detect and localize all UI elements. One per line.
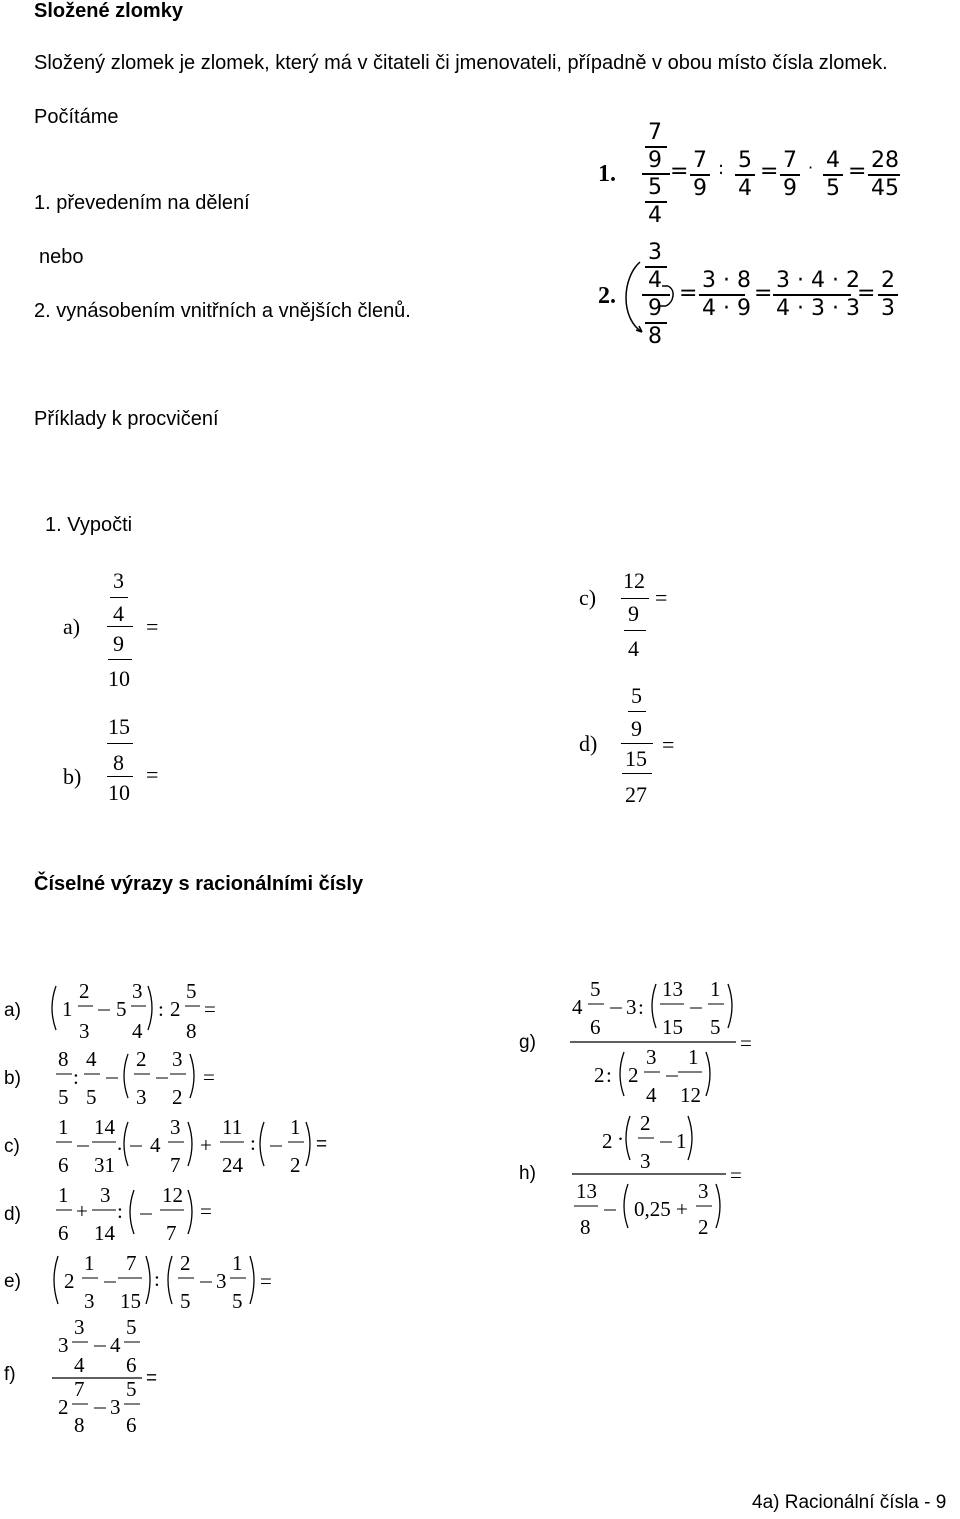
expr-b-label: b) [4,1068,21,1089]
svg-text:24: 24 [222,1153,243,1177]
pocitame-text: Počítáme [34,106,119,128]
svg-text:3: 3 [100,1183,111,1207]
svg-text:2: 2 [58,1395,69,1419]
expr-g-label: g) [519,1032,536,1053]
svg-text:7: 7 [126,1251,137,1275]
svg-text:8: 8 [580,1215,591,1239]
svg-text:1: 1 [688,1045,699,1069]
svg-text:15: 15 [120,1289,141,1313]
svg-text:2: 2 [136,1047,147,1071]
task-1-heading: 1. Vypočti [45,514,133,536]
svg-text:=: = [200,1199,212,1223]
svg-text:3: 3 [79,1019,90,1043]
svg-text::: : [158,997,164,1021]
svg-text:3: 3 [646,1045,657,1069]
svg-text:3: 3 [640,1149,651,1173]
exercise-1b-label: b) [63,764,82,789]
svg-text:5: 5 [710,1015,721,1039]
svg-text:2: 2 [64,1269,75,1293]
svg-text:1: 1 [232,1251,243,1275]
svg-text:3: 3 [172,1047,183,1071]
svg-text:=: = [260,1269,272,1293]
svg-text:8: 8 [74,1413,85,1437]
svg-text:15: 15 [662,1015,683,1039]
svg-text:+: + [76,1199,88,1223]
svg-text:6: 6 [58,1153,69,1177]
expr-f-label: f) [4,1364,16,1385]
svg-text:+: + [676,1197,688,1221]
exercise-1a-label: a) [63,614,81,639]
svg-text:·: · [617,1127,624,1151]
svg-text:=: = [204,997,216,1021]
svg-text:2: 2 [594,1063,605,1087]
svg-text:.: . [117,1131,123,1155]
svg-text:7: 7 [166,1221,177,1245]
svg-text:4: 4 [74,1353,85,1377]
svg-text:5: 5 [116,997,127,1021]
svg-text:3: 3 [84,1289,95,1313]
svg-text:31: 31 [94,1153,115,1177]
method-1-text: 1. převedením na dělení [34,192,250,214]
expr-c-label: c) [4,1136,20,1157]
svg-text:11: 11 [222,1115,243,1139]
svg-text:12: 12 [162,1183,183,1207]
svg-text:5: 5 [58,1085,69,1109]
svg-text:5: 5 [86,1085,97,1109]
section-2-heading: Číselné výrazy s racionálními čísly [34,873,364,895]
svg-text:3: 3 [216,1269,227,1293]
svg-text:3: 3 [110,1395,121,1419]
svg-text:4: 4 [132,1019,143,1043]
svg-text:14: 14 [94,1221,115,1245]
svg-text:2: 2 [180,1251,191,1275]
svg-text:1: 1 [84,1251,95,1275]
svg-text:3: 3 [132,979,143,1003]
svg-text:5: 5 [590,977,601,1001]
svg-text:3: 3 [58,1333,69,1357]
svg-text:5: 5 [126,1315,137,1339]
svg-text:6: 6 [126,1413,137,1437]
svg-text::: : [250,1131,256,1155]
svg-text:6: 6 [58,1221,69,1245]
svg-text:1: 1 [58,1115,69,1139]
svg-text:4: 4 [110,1333,121,1357]
intro-text: Složený zlomek je zlomek, který má v čitateli či jmenovateli, případně v obou místo čísla zlomek. [34,52,888,74]
svg-text::: : [117,1199,123,1223]
svg-text:5: 5 [232,1289,243,1313]
svg-text:3: 3 [698,1179,709,1203]
svg-text:7: 7 [74,1377,85,1401]
svg-text:4: 4 [150,1133,161,1157]
svg-text:5: 5 [180,1289,191,1313]
svg-text:3: 3 [626,995,637,1019]
svg-text:5: 5 [186,979,197,1003]
method-2-text: 2. vynásobením vnitřních a vnějších členů. [34,300,411,322]
svg-text:5: 5 [126,1377,137,1401]
page-footer: 4a) Racionální čísla - 9 [752,1492,947,1513]
svg-text:2: 2 [628,1063,639,1087]
svg-text:=: = [203,1065,215,1089]
svg-text::: : [606,1063,612,1087]
svg-text:1: 1 [62,997,73,1021]
svg-text:1: 1 [676,1129,687,1153]
svg-text:+: + [200,1133,212,1157]
svg-text:2: 2 [640,1111,651,1135]
svg-text:3: 3 [136,1085,147,1109]
svg-text:14: 14 [94,1115,115,1139]
nebo-text: nebo [39,246,84,268]
svg-text:=: = [740,1031,752,1055]
svg-text:3: 3 [170,1115,181,1139]
expr-a-label: a) [4,1000,21,1021]
expr-e-label: e) [4,1271,21,1292]
svg-text::: : [638,995,644,1019]
svg-text:4: 4 [646,1083,657,1107]
svg-text:=: = [730,1163,742,1187]
svg-text:2: 2 [290,1153,301,1177]
svg-text:12: 12 [680,1083,701,1107]
svg-text:6: 6 [126,1353,137,1377]
svg-text:2: 2 [698,1215,709,1239]
svg-text:13: 13 [662,977,683,1001]
expr-d-label: d) [4,1204,21,1225]
svg-text:0,25: 0,25 [634,1197,671,1221]
svg-text:8: 8 [186,1019,197,1043]
svg-text:=: = [316,1134,328,1155]
page-title: Složené zlomky [34,0,183,22]
svg-text:8: 8 [58,1047,69,1071]
svg-text:1: 1 [710,977,721,1001]
example-1-label: 1. [598,161,616,187]
practice-heading: Příklady k procvičení [34,408,219,430]
svg-text::: : [73,1065,79,1089]
svg-text:13: 13 [576,1179,597,1203]
expr-h-label: h) [519,1163,536,1184]
exercise-1c-label: c) [579,585,597,610]
svg-text:2: 2 [79,979,90,1003]
svg-text:4: 4 [86,1047,97,1071]
exercise-1d-label: d) [579,731,598,756]
example-2-label: 2. [598,283,616,309]
svg-text:6: 6 [590,1015,601,1039]
svg-text:4: 4 [572,995,583,1019]
svg-text:2: 2 [170,997,181,1021]
svg-text:3: 3 [74,1315,85,1339]
svg-text:1: 1 [290,1115,301,1139]
svg-text::: : [154,1267,160,1291]
svg-text:1: 1 [58,1183,69,1207]
svg-text:2: 2 [602,1129,613,1153]
svg-text:=: = [146,1368,158,1389]
svg-text:7: 7 [170,1153,181,1177]
svg-text:2: 2 [172,1085,183,1109]
